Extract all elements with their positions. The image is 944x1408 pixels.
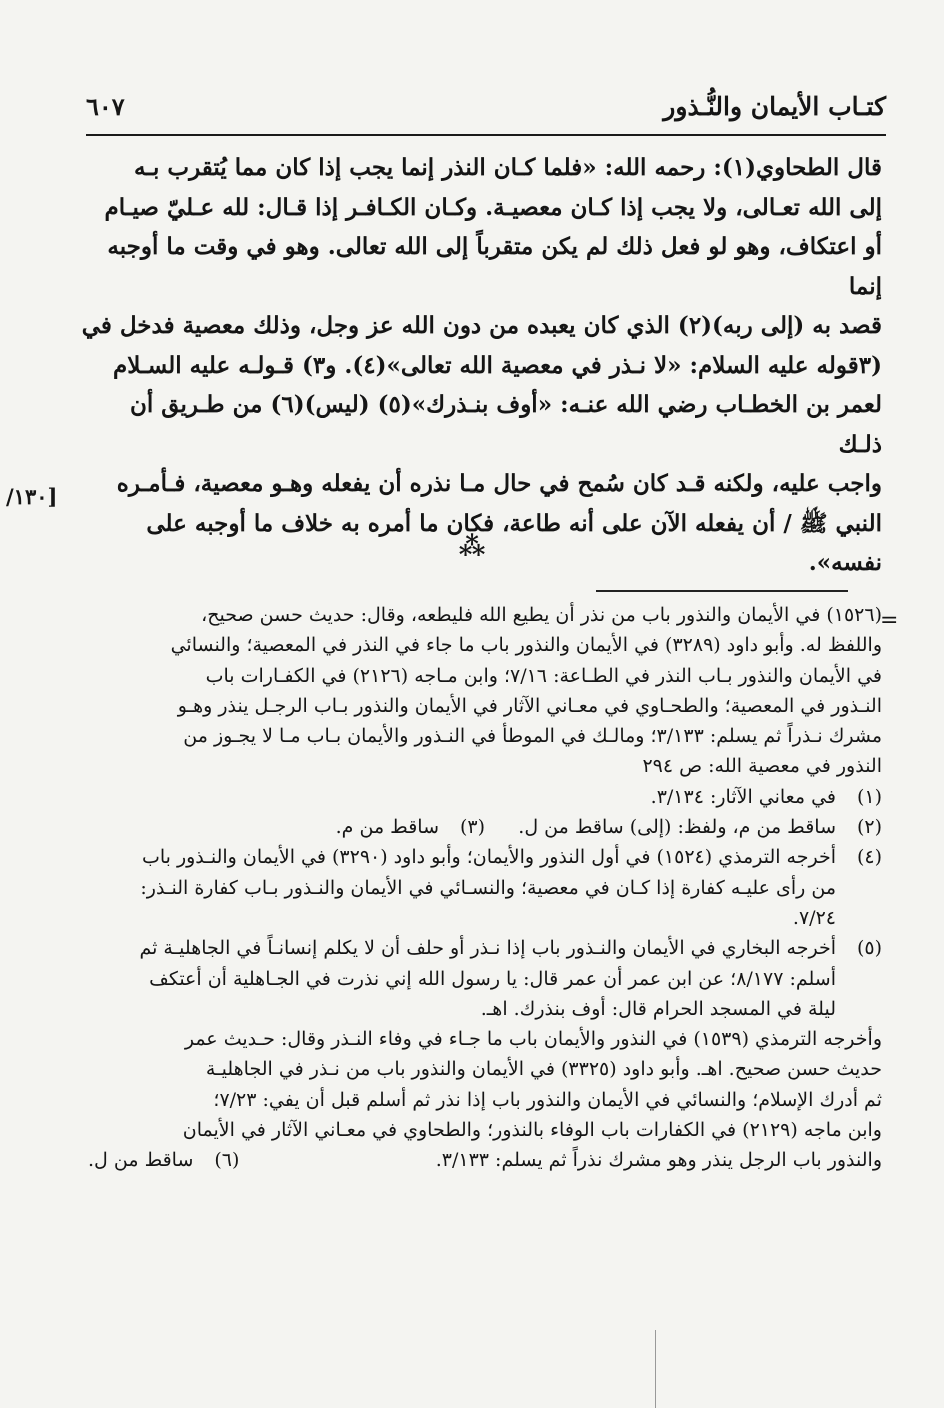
footnote-5-continued-line: حديث حسن صحيح. اهـ. وأبو داود (٣٣٢٥) في الأيمان والنذور باب من نـذر في الجاهليـة <box>205 1058 882 1081</box>
footnote-continued-line: واللفظ له. وأبو داود (٣٢٨٩) في الأيمان والنذور باب ما جاء في النذر في المعصية؛ والنسائي <box>170 634 882 657</box>
footnote-row-5-6 <box>88 1145 882 1175</box>
footnote-5-continued-line: وابن ماجه (٢١٢٩) في الكفارات باب الوفاء بالنذور؛ والطحاوي في معـاني الآثار في الأيمان <box>182 1119 882 1142</box>
footnote-continued-line: (١٥٢٦) في الأيمان والنذور باب من نذر أن يطيع الله فليطعه، وقال: حديث حسن صحيح، <box>201 604 882 626</box>
footnote-5-continued-line: وأخرجه الترمذي (١٥٣٩) في النذور والأيمان باب ما جـاء في وفاء النـذر وقال: حـديث عمر <box>184 1028 882 1051</box>
footnote-text-line: ليلة في المسجد الحرام قال: أوف بنذرك. اهـ. <box>480 997 836 1020</box>
footnote-number: (٢) <box>856 816 882 839</box>
footnote-text-line: أخرجه البخاري في الأيمان والنـذور باب إذا نـذر أو حلف أن لا يكلم إنسانـاً في الجاهليـة ثم <box>139 937 836 960</box>
main-text-line: واجب عليه، ولكنه قـد كان سُمح في حال مـا نذره أن يفعله وهـو معصية، فـأمـره <box>116 470 882 497</box>
footnote-text: ساقط من م. <box>335 816 439 839</box>
footnote-continued-line: النـذور في المعصية؛ والطحـاوي في معـاني الآثار في الأيمان والنذور بـاب الرجـل ينذر وهـو <box>177 694 882 717</box>
main-text-line: لعمر بن الخطـاب رضي الله عنـه: «أوف بنـذرك»(٥) (ليس)(٦) من طـريق أن ذلـك <box>130 391 882 458</box>
footnote-continued-line: مشرك نـذراً ثم يسلم: ٣/١٣٣؛ ومالـك في الموطأ في النـذور والأيمان بـاب مـا لا يجـوز من <box>183 725 882 748</box>
main-text-line: إلى الله تعـالى، ولا يجب إذا كـان معصيـة. وكـان الكـافـر إذا قـال: لله عـليّ صيـام <box>104 193 882 221</box>
page-header <box>86 86 886 136</box>
footnote-5 <box>88 933 882 1024</box>
footnote-number: (٤) <box>856 846 882 869</box>
footnote-continued-line: النذور في معصية الله: ص ٢٩٤ <box>642 755 882 778</box>
footnote-1 <box>88 782 882 812</box>
section-divider-stars: ⁂ <box>458 532 486 562</box>
main-text <box>80 148 882 583</box>
main-text-line: أو اعتكاف، وهو لو فعل ذلك لم يكن متقرباً إلى الله تعالى. وهو في وقت ما أوجبه إنما <box>107 233 882 300</box>
footnote-text-line: أسلم: ٨/١٧٧؛ عن ابن عمر أن عمر قال: يا رسول الله إني نذرت في الجـاهلية أن أعتكف <box>149 967 836 990</box>
footnote-5-continued-line: ثم أدرك الإسلام؛ والنسائي في الأيمان والنذور باب إذا نذر ثم أسلم قبل أن يفي: ٧/٢٣؛ <box>213 1088 882 1111</box>
footnote-continuation-mark: = <box>880 608 899 633</box>
main-text-line: قال الطحاوي(١): رحمه الله: «فلما كـان النذر إنما يجب إذا كان مما يُتقرب بـه <box>133 154 882 181</box>
manuscript-folio-reference: [١٣٠/ <box>6 484 58 509</box>
page-number: ٦٠٧ <box>86 92 125 121</box>
footnote-number: (٣) <box>459 816 485 839</box>
footnote-6 <box>88 1145 239 1175</box>
footnote-continued-line: في الأيمان والنذور بـاب النذر في الطـاعة: ٧/١٦؛ وابن مـاجه (٢١٢٦) في الكفـارات باب <box>205 664 882 687</box>
footnote-text-line: أخرجه الترمذي (١٥٢٤) في أول النذور والأيمان؛ وأبو داود (٣٢٩٠) في الأيمان والنـذور باب <box>141 846 836 869</box>
footnote-text: ساقط من م، ولفظ: (إلى) ساقط من ل. <box>518 816 836 839</box>
scan-artifact-line <box>655 1330 656 1408</box>
footnote-text-line: ٧/٢٤. <box>792 906 836 929</box>
footnotes <box>88 600 882 1176</box>
footnote-separator <box>596 590 848 592</box>
main-text-line: (٣قوله عليه السلام: «لا نـذر في معصية الله تعالى»(٤). و٣) قـولـه عليه السـلام <box>113 351 882 379</box>
main-text-line: النبي ﷺ / أن يفعله الآن على أنه طاعة، فكان ما أمره به خلاف ما أوجبه على نفسه». <box>146 509 882 576</box>
footnote-3 <box>88 812 485 842</box>
footnote-text: في معاني الآثار: ٣/١٣٤. <box>650 785 836 808</box>
footnote-number: (٦) <box>214 1149 240 1172</box>
footnote-text-line: من رأى عليـه كفارة إذا كـان في معصية؛ والنسـائي في الأيمان والنـذور بـاب كفارة النـذر: <box>140 876 836 899</box>
footnote-text: ساقط من ل. <box>88 1149 194 1172</box>
footnote-number: (١) <box>856 785 882 808</box>
footnote-2 <box>485 812 882 842</box>
footnote-row-2-3 <box>88 812 882 842</box>
footnote-4 <box>88 842 882 933</box>
footnote-number: (٥) <box>856 937 882 960</box>
book-chapter-title: كتـاب الأيمان والنُّـذور <box>663 92 886 121</box>
footnote-5-continued-line: والنذور باب الرجل ينذر وهو مشرك نذراً ثم يسلم: ٣/١٣٣. <box>435 1149 882 1172</box>
main-text-line: قصد به (إلى ربه)(٢) الذي كان يعبده من دون الله عز وجل، وذلك معصية فدخل في <box>81 312 882 339</box>
